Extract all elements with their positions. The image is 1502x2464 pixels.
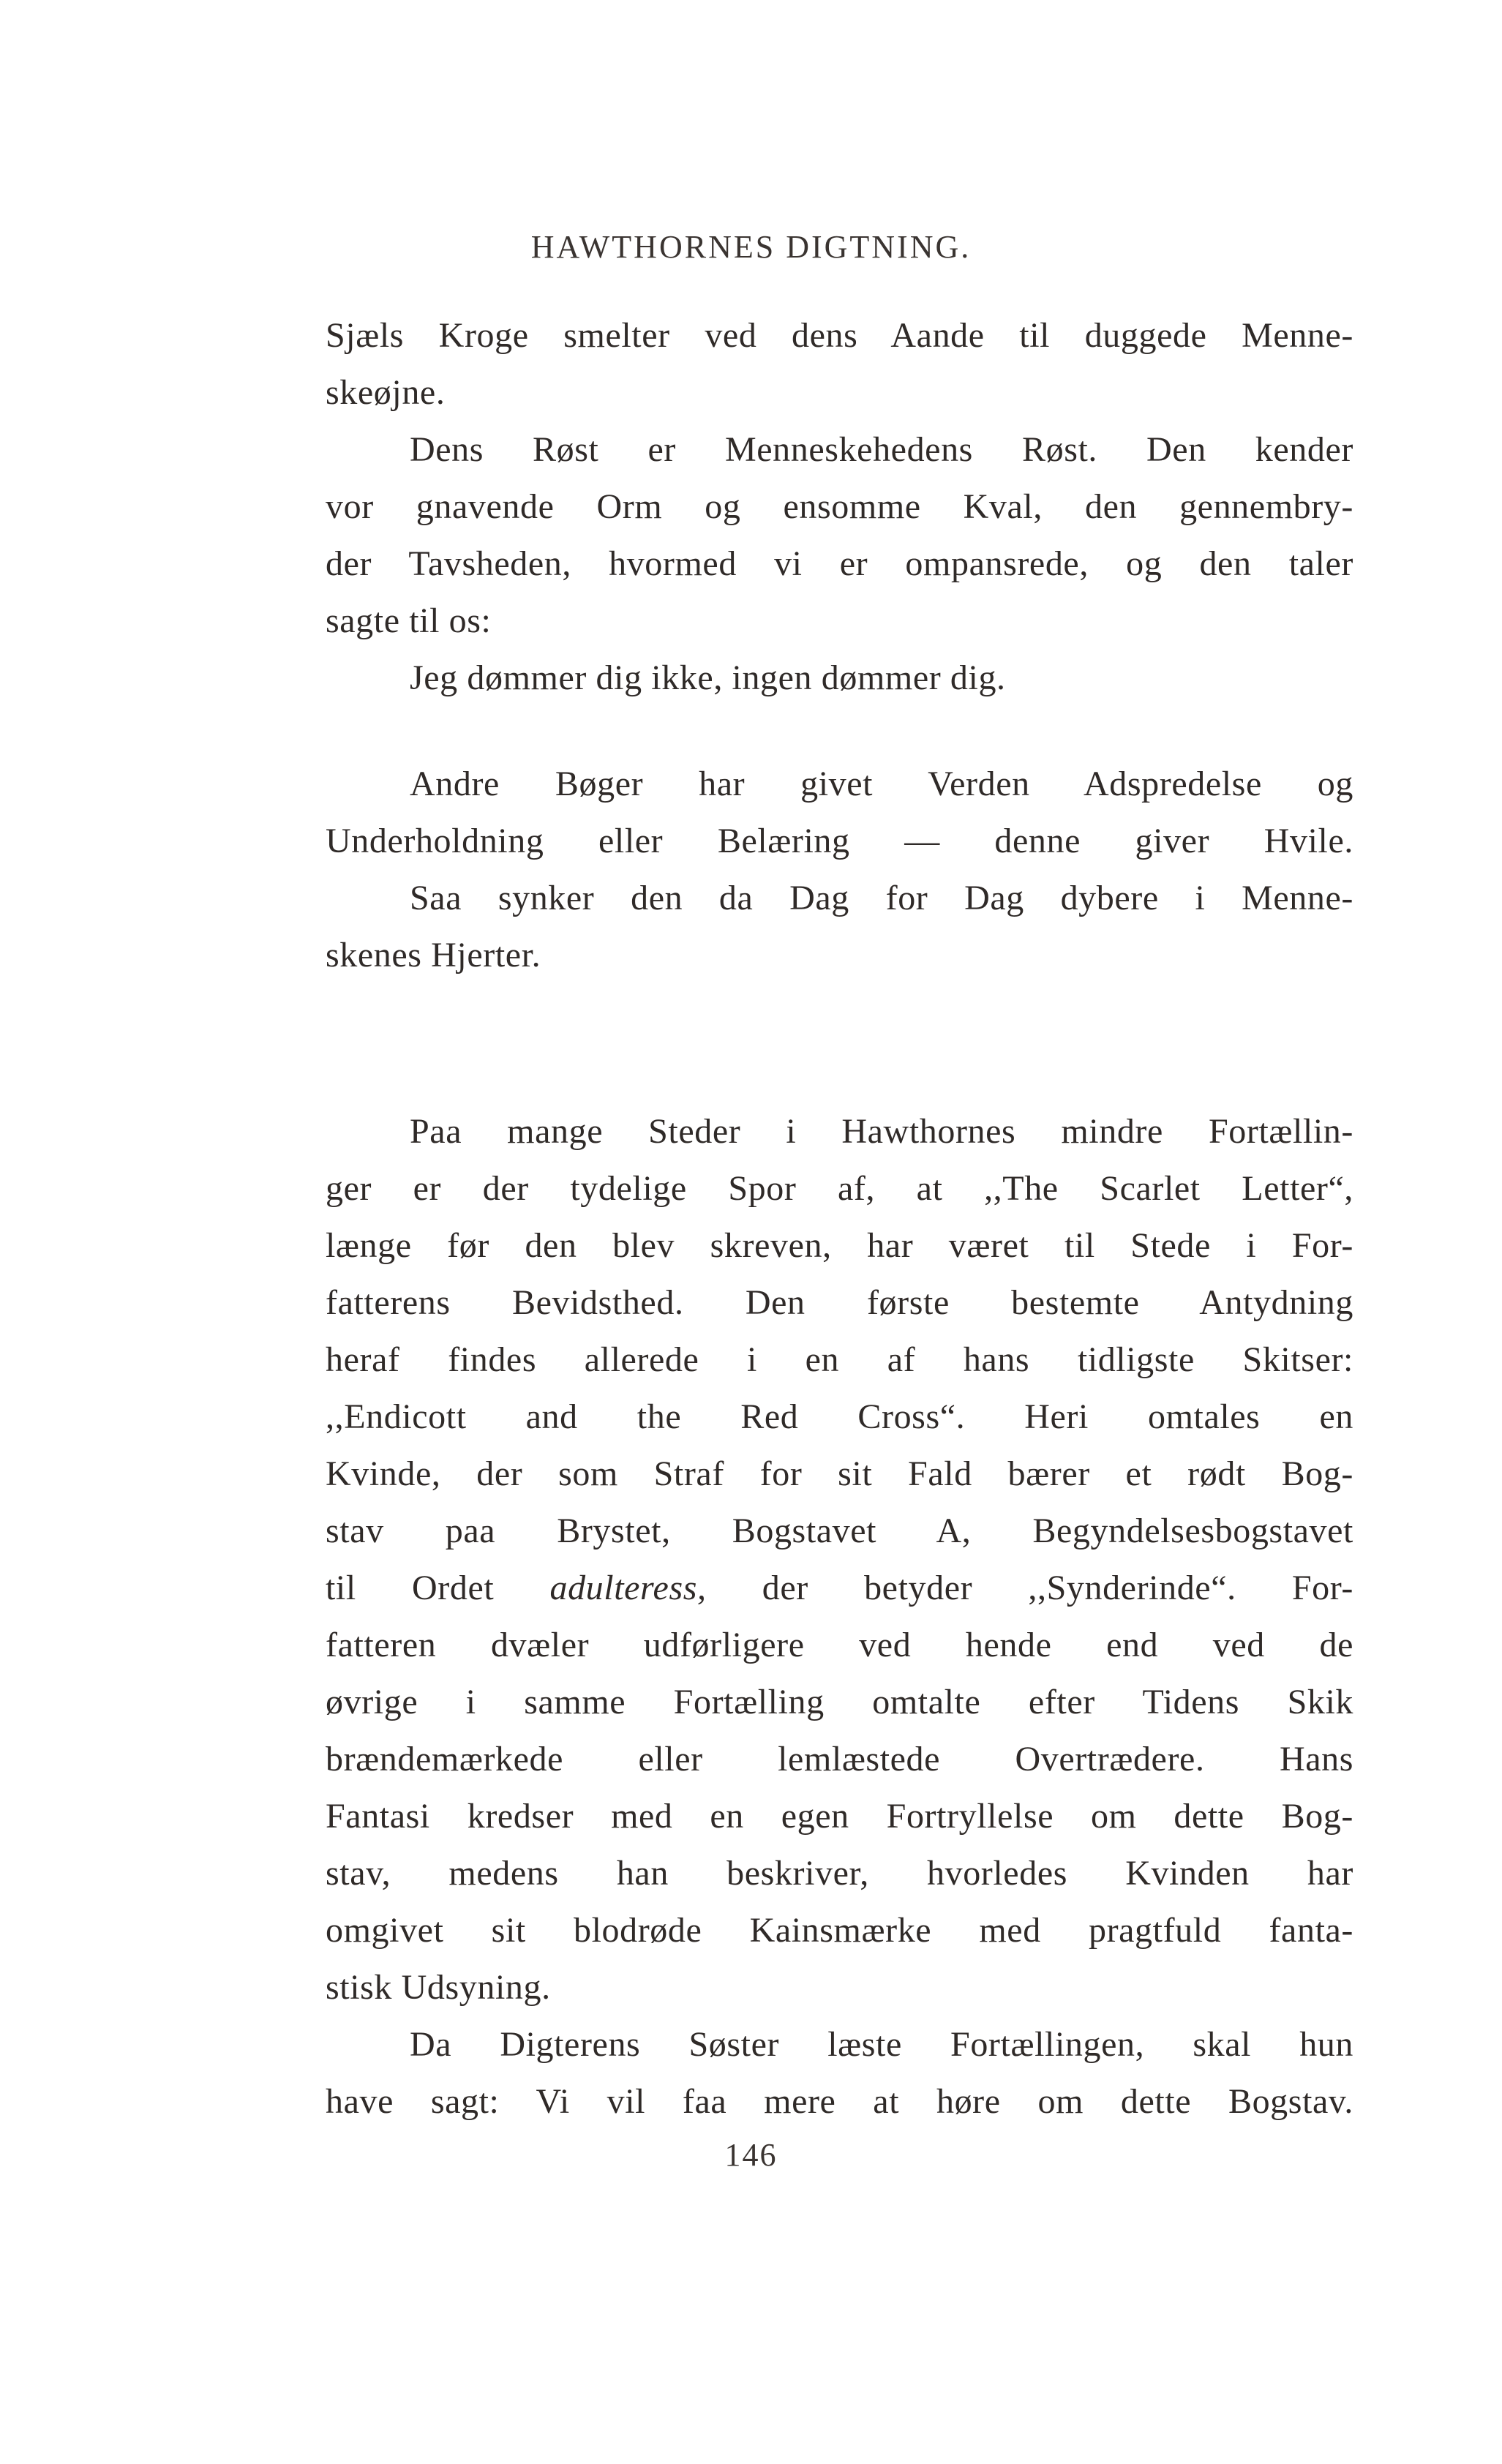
- text-line: stav, medens han beskriver, hvorledes Kvinden har: [326, 1854, 1353, 1893]
- text-line: øvrige i samme Fortælling omtalte efter Tidens Skik: [326, 1683, 1353, 1721]
- text-line: Dens Røst er Menneskehedens Røst. Den kender: [410, 430, 1353, 469]
- text-line: fatterens Bevidsthed. Den første bestemte Antydning: [326, 1283, 1353, 1322]
- text-line: der Tavsheden, hvormed vi er ompansrede, og den taler: [326, 544, 1353, 583]
- paragraph-block-3: [326, 1103, 1353, 2130]
- text-line: Saa synker den da Dag for Dag dybere i Menne-: [410, 879, 1353, 917]
- text-line: Andre Bøger har givet Verden Adspredelse og: [410, 765, 1353, 803]
- text-line: brændemærkede eller lemlæstede Overtrædere. Hans: [326, 1740, 1353, 1778]
- text-line: fatteren dvæler udførligere ved hende end ved de: [326, 1626, 1353, 1664]
- text-line: sagte til os:: [326, 601, 492, 640]
- text-line: længe før den blev skreven, har været til Stede i For-: [326, 1226, 1353, 1265]
- text-line: Da Digterens Søster læste Fortællingen, skal hun: [410, 2025, 1353, 2064]
- text-line: stav paa Brystet, Bogstavet A, Begyndelsesbogstavet: [326, 1511, 1353, 1550]
- page-number: 146: [724, 2137, 778, 2173]
- text-line: Sjæls Kroge smelter ved dens Aande til duggede Menne-: [326, 316, 1353, 355]
- text-line: omgivet sit blodrøde Kainsmærke med pragtfuld fanta-: [326, 1911, 1353, 1950]
- text-line: Kvinde, der som Straf for sit Fald bærer et rødt Bog-: [326, 1454, 1353, 1493]
- italic-word: adulteress,: [549, 1569, 707, 1607]
- text-line: ger er der tydelige Spor af, at ,,The Scarlet Letter“,: [326, 1169, 1353, 1208]
- text-line: vor gnavende Orm og ensomme Kval, den gennembry-: [326, 487, 1353, 526]
- text-segment: til Ordet: [326, 1569, 550, 1607]
- text-line: Paa mange Steder i Hawthornes mindre Fortællin-: [410, 1112, 1353, 1151]
- text-segment: der betyder ,,Synderinde“. For-: [706, 1569, 1353, 1607]
- running-head: HAWTHORNES DIGTNING.: [530, 229, 972, 265]
- paragraph-block-2: [326, 756, 1353, 984]
- text-line: Fantasi kredser med en egen Fortryllelse om dette Bog-: [326, 1797, 1353, 1836]
- paragraph-block-1: [326, 307, 1353, 707]
- text-line: have sagt: Vi vil faa mere at høre om dette Bogstav.: [326, 2082, 1353, 2121]
- text-line: Underholdning eller Belæring — denne giver Hvile.: [326, 822, 1353, 860]
- text-line: skenes Hjerter.: [326, 936, 541, 974]
- text-line: ,,Endicott and the Red Cross“. Heri omtales en: [326, 1397, 1353, 1436]
- text-line: skeøjne.: [326, 373, 446, 412]
- text-line: Jeg dømmer dig ikke, ingen dømmer dig.: [410, 658, 1006, 697]
- text-line-with-italic: [326, 1560, 1353, 1617]
- text-line: stisk Udsyning.: [326, 1968, 551, 2007]
- text-line: heraf findes allerede i en af hans tidligste Skitser:: [326, 1340, 1353, 1379]
